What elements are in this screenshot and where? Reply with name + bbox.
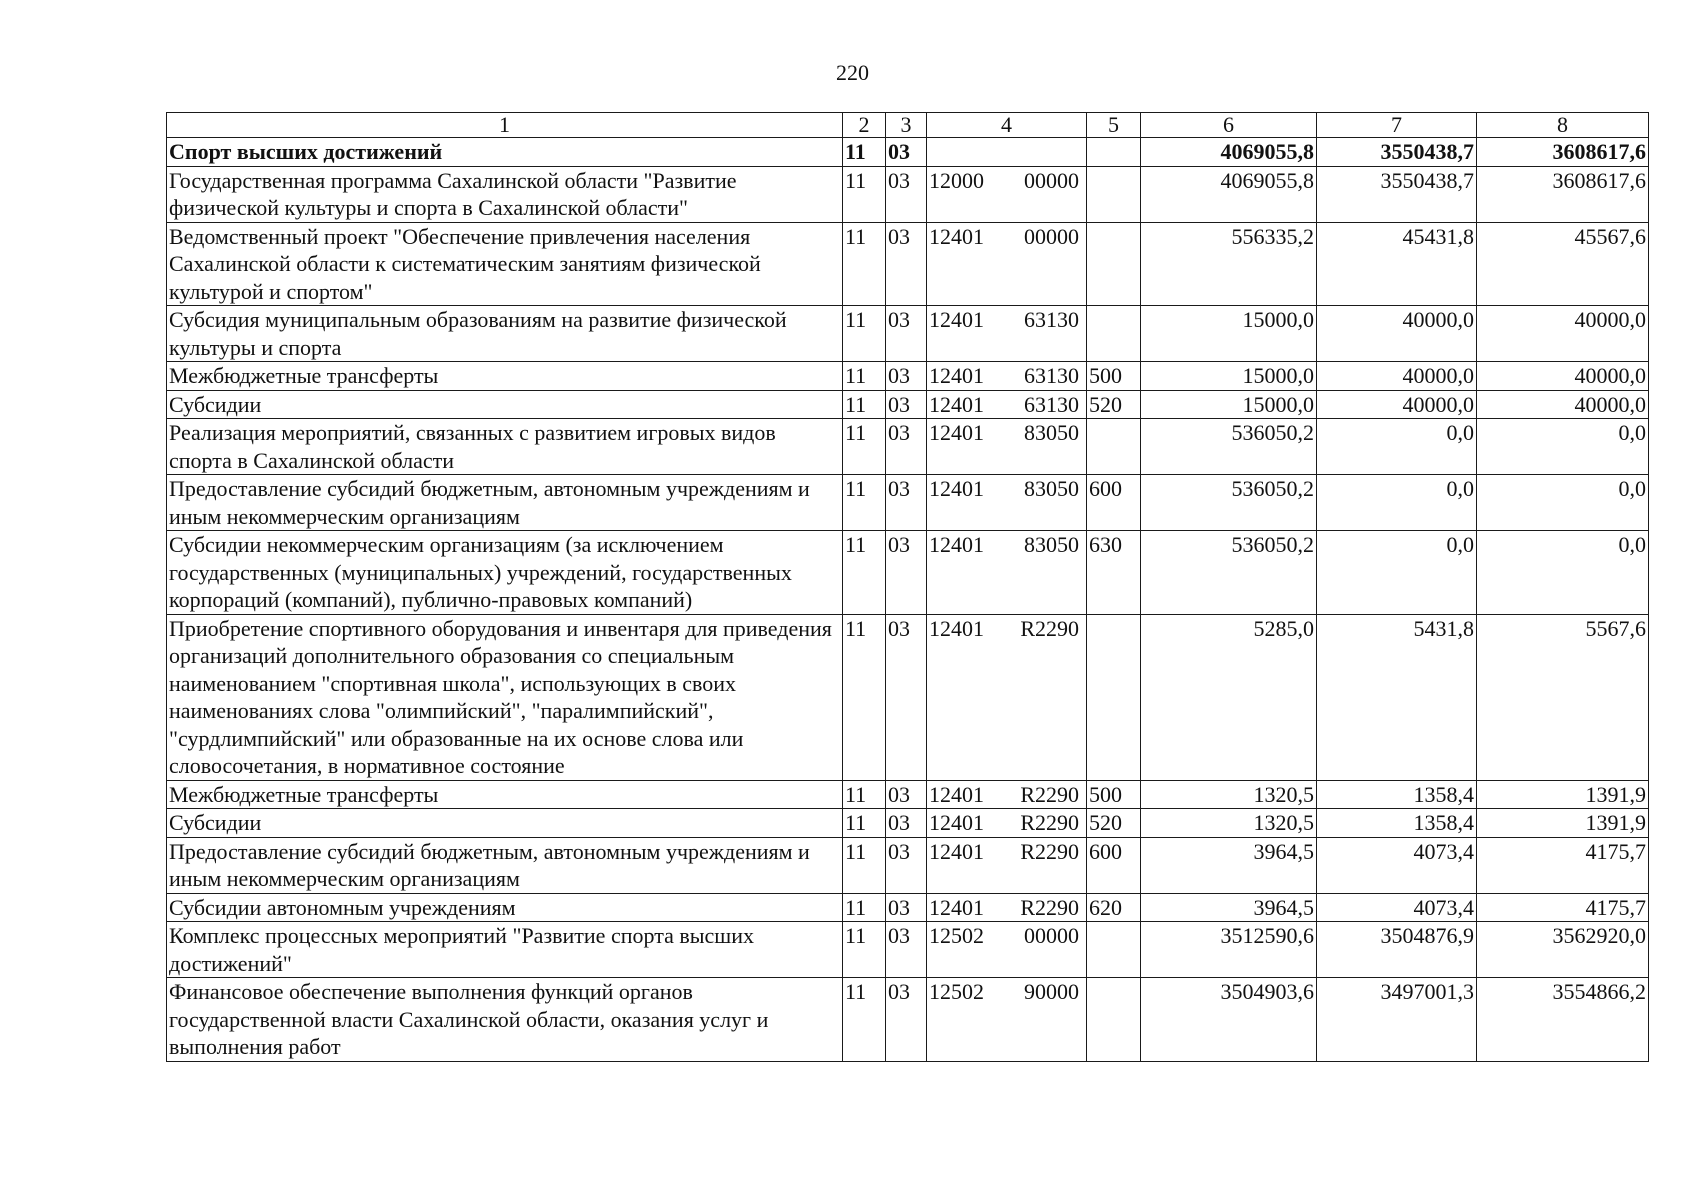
direction-code: 83050 xyxy=(1024,532,1079,557)
row-name-cell: Межбюджетные трансферты xyxy=(167,362,843,391)
row-name-cell: Ведомственный проект "Обеспечение привлечения населения Сахалинской области к систематическим занятиям физической культурой и спортом" xyxy=(167,222,843,306)
program-code: 12401 xyxy=(929,532,984,557)
target-article-cell xyxy=(927,922,1087,978)
amount-col8-cell: 45567,6 xyxy=(1477,222,1649,306)
table-row xyxy=(167,138,1649,167)
expense-type-cell: 500 xyxy=(1087,780,1141,809)
target-article-cell xyxy=(927,306,1087,362)
expense-type-cell xyxy=(1087,419,1141,475)
subsection-code-cell: 03 xyxy=(886,978,927,1062)
amount-col8-cell: 3608617,6 xyxy=(1477,138,1649,167)
amount-col7-cell: 0,0 xyxy=(1317,475,1477,531)
direction-code: 90000 xyxy=(1024,979,1079,1004)
amount-col8-cell: 40000,0 xyxy=(1477,306,1649,362)
expense-type-cell xyxy=(1087,306,1141,362)
amount-col7-cell: 40000,0 xyxy=(1317,306,1477,362)
amount-col8-cell: 3562920,0 xyxy=(1477,922,1649,978)
row-name-cell: Субсидии автономным учреждениям xyxy=(167,893,843,922)
amount-col7-cell: 45431,8 xyxy=(1317,222,1477,306)
expense-type-cell: 520 xyxy=(1087,390,1141,419)
amount-col7-cell: 5431,8 xyxy=(1317,614,1477,780)
amount-col8-cell: 4175,7 xyxy=(1477,837,1649,893)
amount-col6-cell: 15000,0 xyxy=(1141,362,1317,391)
table-row xyxy=(167,893,1649,922)
amount-col6-cell: 4069055,8 xyxy=(1141,166,1317,222)
expense-type-cell: 600 xyxy=(1087,837,1141,893)
header-cell: 1 xyxy=(167,113,843,138)
direction-code: 63130 xyxy=(1024,391,1079,417)
header-cell: 2 xyxy=(843,113,886,138)
amount-col8-cell: 0,0 xyxy=(1477,419,1649,475)
subsection-code-cell: 03 xyxy=(886,922,927,978)
section-code-cell: 11 xyxy=(843,475,886,531)
header-cell: 6 xyxy=(1141,113,1317,138)
row-name-cell: Предоставление субсидий бюджетным, автономным учреждениям и иным некоммерческим организациям xyxy=(167,837,843,893)
amount-col6-cell: 5285,0 xyxy=(1141,614,1317,780)
section-code-cell: 11 xyxy=(843,922,886,978)
subsection-code-cell: 03 xyxy=(886,390,927,419)
budget-table xyxy=(166,112,1649,1062)
amount-col6-cell: 536050,2 xyxy=(1141,531,1317,615)
table-row xyxy=(167,419,1649,475)
table-row xyxy=(167,306,1649,362)
target-article-cell xyxy=(927,531,1087,615)
table-header-row xyxy=(167,113,1649,138)
amount-col7-cell: 4073,4 xyxy=(1317,893,1477,922)
subsection-code-cell: 03 xyxy=(886,306,927,362)
section-code-cell: 11 xyxy=(843,362,886,391)
subsection-code-cell: 03 xyxy=(886,614,927,780)
program-code: 12502 xyxy=(929,979,984,1004)
direction-code: 63130 xyxy=(1024,363,1079,388)
direction-code: 00000 xyxy=(1024,167,1079,193)
subsection-code-cell: 03 xyxy=(886,138,927,167)
direction-code: R2290 xyxy=(1020,810,1079,835)
expense-type-cell xyxy=(1087,978,1141,1062)
expense-type-cell xyxy=(1087,166,1141,222)
row-name-cell: Спорт высших достижений xyxy=(167,138,843,167)
expense-type-cell xyxy=(1087,138,1141,167)
target-article-cell xyxy=(927,138,1087,167)
program-code: 12401 xyxy=(929,223,984,249)
program-code: 12401 xyxy=(929,838,984,864)
table-row xyxy=(167,390,1649,419)
amount-col6-cell: 556335,2 xyxy=(1141,222,1317,306)
program-code: 12401 xyxy=(929,307,984,332)
expense-type-cell xyxy=(1087,922,1141,978)
table-row xyxy=(167,922,1649,978)
amount-col6-cell: 15000,0 xyxy=(1141,390,1317,419)
section-code-cell: 11 xyxy=(843,978,886,1062)
table-row xyxy=(167,362,1649,391)
direction-code: 00000 xyxy=(1024,923,1079,948)
table-row xyxy=(167,614,1649,780)
section-code-cell: 11 xyxy=(843,780,886,809)
amount-col7-cell: 3504876,9 xyxy=(1317,922,1477,978)
amount-col7-cell: 0,0 xyxy=(1317,419,1477,475)
program-code: 12401 xyxy=(929,476,984,501)
subsection-code-cell: 03 xyxy=(886,531,927,615)
direction-code: 83050 xyxy=(1024,476,1079,501)
subsection-code-cell: 03 xyxy=(886,475,927,531)
header-cell: 4 xyxy=(927,113,1087,138)
amount-col7-cell: 0,0 xyxy=(1317,531,1477,615)
direction-code: R2290 xyxy=(1020,615,1079,641)
table-row xyxy=(167,166,1649,222)
amount-col6-cell: 1320,5 xyxy=(1141,809,1317,838)
table-row xyxy=(167,222,1649,306)
program-code: 12401 xyxy=(929,391,984,417)
expense-type-cell: 500 xyxy=(1087,362,1141,391)
amount-col7-cell: 40000,0 xyxy=(1317,390,1477,419)
header-cell: 3 xyxy=(886,113,927,138)
expense-type-cell: 520 xyxy=(1087,809,1141,838)
target-article-cell xyxy=(927,222,1087,306)
subsection-code-cell: 03 xyxy=(886,222,927,306)
section-code-cell: 11 xyxy=(843,614,886,780)
program-code: 12401 xyxy=(929,810,984,835)
header-cell: 7 xyxy=(1317,113,1477,138)
target-article-cell xyxy=(927,166,1087,222)
table-row xyxy=(167,978,1649,1062)
program-code: 12401 xyxy=(929,894,984,920)
amount-col6-cell: 536050,2 xyxy=(1141,419,1317,475)
direction-code: 83050 xyxy=(1024,420,1079,445)
program-code: 12401 xyxy=(929,420,984,445)
amount-col7-cell: 3550438,7 xyxy=(1317,138,1477,167)
expense-type-cell: 630 xyxy=(1087,531,1141,615)
amount-col8-cell: 0,0 xyxy=(1477,531,1649,615)
row-name-cell: Субсидии некоммерческим организациям (за исключением государственных (муниципальных) учреждений, государственных корпораций (компаний), публично-правовых компаний) xyxy=(167,531,843,615)
amount-col7-cell: 1358,4 xyxy=(1317,780,1477,809)
row-name-cell: Субсидия муниципальным образованиям на развитие физической культуры и спорта xyxy=(167,306,843,362)
amount-col6-cell: 1320,5 xyxy=(1141,780,1317,809)
amount-col6-cell: 3964,5 xyxy=(1141,837,1317,893)
target-article-cell xyxy=(927,390,1087,419)
amount-col8-cell: 3608617,6 xyxy=(1477,166,1649,222)
row-name-cell: Реализация мероприятий, связанных с развитием игровых видов спорта в Сахалинской области xyxy=(167,419,843,475)
direction-code: R2290 xyxy=(1020,781,1079,807)
row-name-cell: Государственная программа Сахалинской области "Развитие физической культуры и спорта в Сахалинской области" xyxy=(167,166,843,222)
target-article-cell xyxy=(927,809,1087,838)
table-row xyxy=(167,780,1649,809)
table-row xyxy=(167,809,1649,838)
expense-type-cell: 600 xyxy=(1087,475,1141,531)
direction-code: R2290 xyxy=(1020,838,1079,864)
amount-col6-cell: 536050,2 xyxy=(1141,475,1317,531)
target-article-cell xyxy=(927,419,1087,475)
row-name-cell: Финансовое обеспечение выполнения функций органов государственной власти Сахалинской области, оказания услуг и выполнения работ xyxy=(167,978,843,1062)
target-article-cell xyxy=(927,614,1087,780)
section-code-cell: 11 xyxy=(843,222,886,306)
row-name-cell: Приобретение спортивного оборудования и инвентаря для приведения организаций дополнительного образования со специальным наименованием "спортивная школа", использующих в своих наименованиях слова "олимпийский", "паралимпийский", "сурдлимпийский" или образованные на их основе слова или словосочетания, в нормативное состояние xyxy=(167,614,843,780)
amount-col8-cell: 1391,9 xyxy=(1477,780,1649,809)
table-row xyxy=(167,531,1649,615)
amount-col6-cell: 3964,5 xyxy=(1141,893,1317,922)
target-article-cell xyxy=(927,780,1087,809)
direction-code: 63130 xyxy=(1024,307,1079,332)
subsection-code-cell: 03 xyxy=(886,837,927,893)
subsection-code-cell: 03 xyxy=(886,419,927,475)
target-article-cell xyxy=(927,893,1087,922)
amount-col8-cell: 3554866,2 xyxy=(1477,978,1649,1062)
header-cell: 8 xyxy=(1477,113,1649,138)
amount-col7-cell: 1358,4 xyxy=(1317,809,1477,838)
amount-col8-cell: 1391,9 xyxy=(1477,809,1649,838)
amount-col6-cell: 15000,0 xyxy=(1141,306,1317,362)
amount-col6-cell: 4069055,8 xyxy=(1141,138,1317,167)
expense-type-cell xyxy=(1087,222,1141,306)
amount-col7-cell: 4073,4 xyxy=(1317,837,1477,893)
section-code-cell: 11 xyxy=(843,893,886,922)
amount-col7-cell: 3550438,7 xyxy=(1317,166,1477,222)
section-code-cell: 11 xyxy=(843,166,886,222)
subsection-code-cell: 03 xyxy=(886,809,927,838)
amount-col8-cell: 4175,7 xyxy=(1477,893,1649,922)
program-code: 12401 xyxy=(929,363,984,388)
section-code-cell: 11 xyxy=(843,138,886,167)
amount-col8-cell: 5567,6 xyxy=(1477,614,1649,780)
amount-col8-cell: 0,0 xyxy=(1477,475,1649,531)
amount-col6-cell: 3504903,6 xyxy=(1141,978,1317,1062)
page-number: 220 xyxy=(836,60,869,85)
section-code-cell: 11 xyxy=(843,837,886,893)
section-code-cell: 11 xyxy=(843,306,886,362)
subsection-code-cell: 03 xyxy=(886,166,927,222)
section-code-cell: 11 xyxy=(843,390,886,419)
program-code: 12502 xyxy=(929,923,984,948)
target-article-cell xyxy=(927,475,1087,531)
amount-col7-cell: 3497001,3 xyxy=(1317,978,1477,1062)
program-code: 12401 xyxy=(929,615,984,641)
amount-col7-cell: 40000,0 xyxy=(1317,362,1477,391)
table-row xyxy=(167,837,1649,893)
target-article-cell xyxy=(927,978,1087,1062)
section-code-cell: 11 xyxy=(843,809,886,838)
row-name-cell: Предоставление субсидий бюджетным, автономным учреждениям и иным некоммерческим организациям xyxy=(167,475,843,531)
program-code: 12401 xyxy=(929,781,984,807)
table-row xyxy=(167,475,1649,531)
target-article-cell xyxy=(927,362,1087,391)
amount-col8-cell: 40000,0 xyxy=(1477,362,1649,391)
amount-col6-cell: 3512590,6 xyxy=(1141,922,1317,978)
expense-type-cell: 620 xyxy=(1087,893,1141,922)
header-cell: 5 xyxy=(1087,113,1141,138)
direction-code: R2290 xyxy=(1020,894,1079,920)
target-article-cell xyxy=(927,837,1087,893)
expense-type-cell xyxy=(1087,614,1141,780)
subsection-code-cell: 03 xyxy=(886,893,927,922)
direction-code: 00000 xyxy=(1024,223,1079,249)
program-code: 12000 xyxy=(929,167,984,193)
subsection-code-cell: 03 xyxy=(886,780,927,809)
amount-col8-cell: 40000,0 xyxy=(1477,390,1649,419)
row-name-cell: Субсидии xyxy=(167,390,843,419)
row-name-cell: Субсидии xyxy=(167,809,843,838)
section-code-cell: 11 xyxy=(843,531,886,615)
subsection-code-cell: 03 xyxy=(886,362,927,391)
row-name-cell: Комплекс процессных мероприятий "Развитие спорта высших достижений" xyxy=(167,922,843,978)
section-code-cell: 11 xyxy=(843,419,886,475)
row-name-cell: Межбюджетные трансферты xyxy=(167,780,843,809)
